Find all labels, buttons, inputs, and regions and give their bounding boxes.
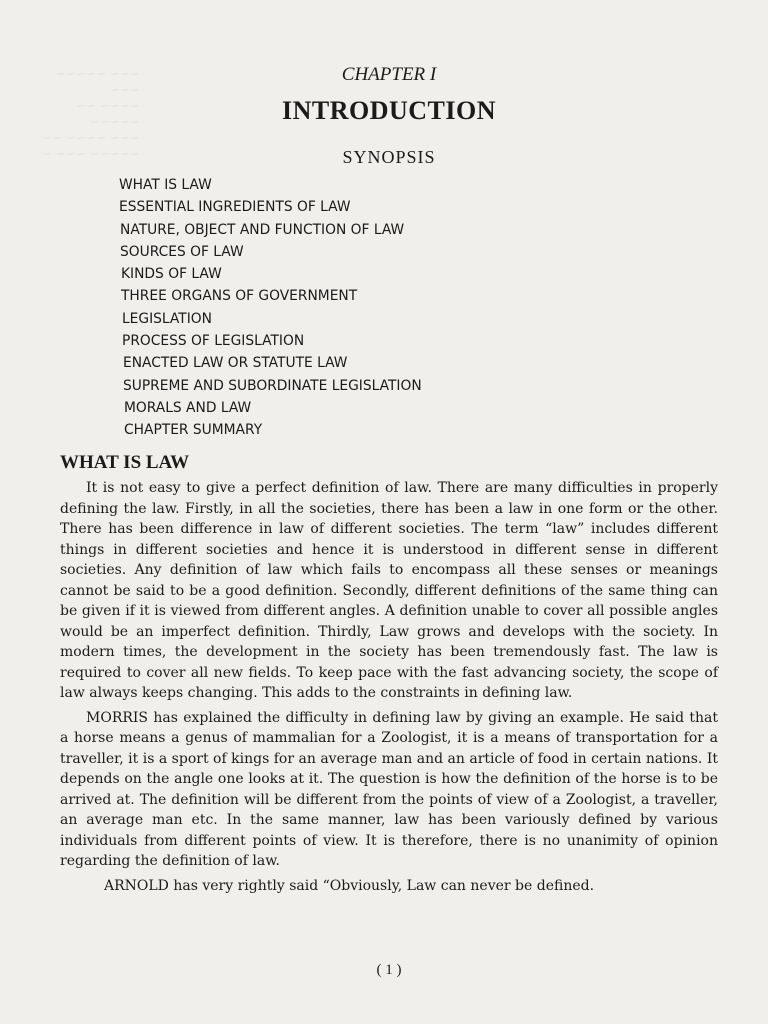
synopsis-item: ENACTED LAW OR STATUTE LAW (123, 355, 348, 372)
chapter-title: INTRODUCTION (281, 96, 497, 125)
page-number: ( 1 ) (376, 962, 402, 978)
chapter-label: CHAPTER I (341, 64, 437, 85)
synopsis-title: SYNOPSIS (342, 147, 436, 167)
synopsis-item: THREE ORGANS OF GOVERNMENT (121, 288, 358, 305)
synopsis-item: NATURE, OBJECT AND FUNCTION OF LAW (120, 221, 405, 238)
show-through-text: ~~~ ~~~~~ ~~~ ~~~~ ~~ ~~~~~ ~~~ ~~~~ ~~ ~~~~~ ~~~ ~ (41, 67, 140, 161)
synopsis-item: ESSENTIAL INGREDIENTS OF LAW (119, 199, 351, 216)
synopsis-item: CHAPTER SUMMARY (124, 422, 263, 439)
synopsis-item: WHAT IS LAW (119, 177, 212, 193)
body-paragraph: ARNOLD has very rightly said “Obviously, Law can never be defined. (104, 877, 595, 894)
body-paragraph: MORRIS has explained the difficulty in defining law by giving an example. He said that a horse means a genus of mammalian for a Zoologist, it is a means of transportation for a traveller, it is a sport of kings for an average man and an article of food in certain nations. It depends on the angle one looks at it. The question is how the definition of the horse is to be arrived at. The definition will be different from the points of view of a Zoologist, a traveller, an average man etc. In the same manner, law has been variously defined by various individuals from different points of view. It is therefore, there is no unanimity of opinion regarding the definition of law. (60, 709, 718, 869)
synopsis-item: SUPREME AND SUBORDINATE LEGISLATION (123, 377, 422, 394)
body-paragraph: It is not easy to give a perfect definition of law. There are many difficulties in properly defining the law. Firstly, in all the societies, there has been a law in one form or the other. There has been difference in law of different societies. The term “law” includes different things in different societies and hence it is understood in different sense in different societies. Any definition of law which fails to encompass all these senses or meanings cannot be said to be a good definition. Secondly, different definitions of the same thing can be given if it is viewed from different angles. A definition unable to cover all possible angles would be an imperfect definition. Thirdly, Law grows and develops with the society. In modern times, the development in the society has been tremendously fast. The law is required to cover all new fields. To keep pace with the fast advancing society, the scope of law always keeps changing. This adds to the constraints in defining law. (60, 480, 718, 701)
synopsis-item: SOURCES OF LAW (120, 243, 244, 260)
synopsis-list (119, 174, 422, 442)
synopsis-item: MORALS AND LAW (124, 399, 252, 416)
section-heading: WHAT IS LAW (60, 452, 190, 473)
section-body (60, 478, 718, 900)
synopsis-item: LEGISLATION (122, 310, 212, 327)
synopsis-item: KINDS OF LAW (121, 266, 222, 283)
synopsis-item: PROCESS OF LEGISLATION (122, 333, 305, 350)
